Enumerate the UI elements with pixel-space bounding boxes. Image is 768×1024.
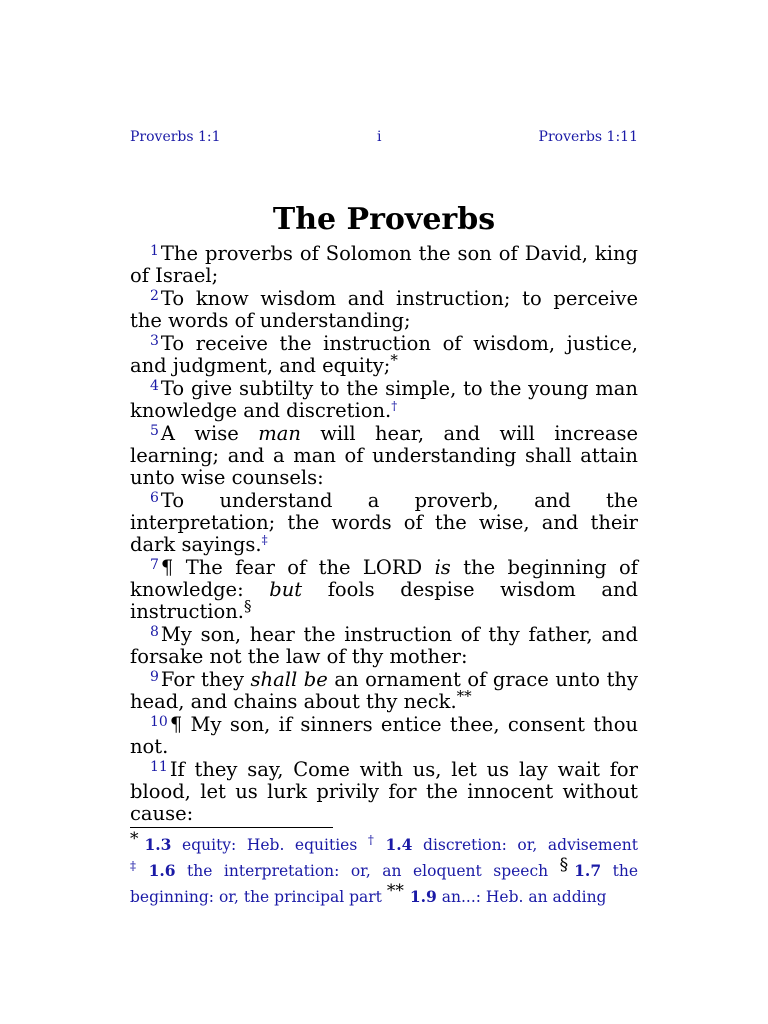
verse-2 — [130, 288, 638, 332]
verse-1 — [130, 243, 638, 287]
footnote-marker[interactable]: ‡ — [261, 533, 268, 547]
footnote-1-3[interactable] — [130, 829, 358, 854]
verse-text: The proverbs of Solomon the son of David, king of Israel; — [130, 242, 638, 287]
verse-text: To know wisdom and instruction; to perceive the words of understanding; — [130, 287, 638, 332]
footnote-1-6[interactable] — [130, 859, 549, 880]
verse-text: ¶ The fear of the LORD — [160, 556, 435, 579]
verse-11 — [130, 759, 638, 825]
footnote-text: the beginning: or, the principal part — [130, 862, 638, 906]
verse-text: To understand a proverb, and the interpretation; the words of the wise, and their dark sayings. — [130, 489, 638, 556]
verse-number[interactable]: 9 — [150, 669, 159, 685]
footnote-text: discretion: or, advisement — [423, 836, 638, 854]
footnote-mark: † — [367, 833, 380, 847]
footnote-marker[interactable]: ** — [456, 687, 472, 705]
footnote-marker[interactable]: * — [390, 351, 398, 369]
footnote-ref: 1.6 — [148, 861, 176, 880]
verse-3 — [130, 333, 638, 377]
verse-text: My son, hear the instruction of thy father, and forsake not the law of thy mother: — [130, 623, 638, 668]
running-header-right: Proverbs 1:11 — [538, 129, 638, 145]
footnote-mark: § — [559, 855, 569, 875]
footnote-mark: ‡ — [130, 859, 143, 873]
footnote-1-9[interactable] — [386, 881, 607, 906]
footnote-text: an...: Heb. an adding — [441, 888, 607, 906]
verse-5 — [130, 423, 638, 489]
verse-number[interactable]: 4 — [150, 378, 159, 394]
footnote-text: equity: Heb. equities — [182, 836, 358, 854]
footnote-ref: 1.4 — [385, 835, 413, 854]
verse-number[interactable]: 7 — [150, 557, 159, 573]
footnote-marker[interactable]: § — [244, 597, 252, 615]
verse-number[interactable]: 3 — [150, 333, 159, 349]
verse-italic: shall be — [250, 668, 328, 691]
verse-number[interactable]: 6 — [150, 490, 159, 506]
footnote-mark: * — [130, 829, 139, 849]
verse-text: ¶ My son, if sinners entice thee, consent thou not. — [130, 713, 638, 758]
verse-4 — [130, 378, 638, 422]
verse-8 — [130, 624, 638, 668]
footnote-marker[interactable]: † — [391, 399, 398, 413]
verse-text: will hear, and will increase learning; and a man of understanding shall attain unto wise counsels: — [130, 422, 638, 489]
verse-7 — [130, 557, 638, 623]
verse-text: fools despise wisdom and instruction. — [130, 578, 638, 623]
verse-italic: man — [258, 422, 301, 445]
verse-number[interactable]: 11 — [150, 759, 168, 775]
footnote-1-4[interactable] — [367, 833, 638, 854]
verse-number[interactable]: 1 — [150, 243, 159, 259]
verse-italic: but — [269, 578, 303, 601]
verse-text: A wise — [160, 422, 259, 445]
verse-italic: is — [434, 556, 451, 579]
footnote-divider — [130, 827, 333, 828]
verse-number[interactable]: 2 — [150, 288, 159, 304]
footnote-ref: 1.3 — [144, 835, 172, 854]
page-number: i — [377, 129, 382, 145]
verse-6 — [130, 490, 638, 556]
verse-10 — [130, 714, 638, 758]
verse-number[interactable]: 10 — [150, 714, 168, 730]
verse-number[interactable]: 8 — [150, 624, 159, 640]
verse-number[interactable]: 5 — [150, 423, 159, 439]
verse-text: To receive the instruction of wisdom, justice, and judgment, and equity; — [130, 332, 638, 377]
verse-text: the beginning of knowledge: — [130, 556, 638, 601]
footnote-mark: ** — [386, 881, 404, 901]
footnotes — [130, 829, 638, 910]
footnote-ref: 1.7 — [574, 861, 602, 880]
running-header-left: Proverbs 1:1 — [130, 129, 221, 145]
verse-text: To give subtilty to the simple, to the young man knowledge and discretion. — [130, 377, 638, 422]
verse-text: For they — [160, 668, 251, 691]
scripture-text — [130, 243, 638, 826]
book-title: The Proverbs — [272, 202, 496, 237]
verse-text: an ornament of grace unto thy head, and chains about thy neck. — [130, 668, 638, 713]
footnote-text: the interpretation: or, an eloquent speech — [187, 862, 549, 880]
verse-9 — [130, 669, 638, 713]
verse-text: If they say, Come with us, let us lay wait for blood, let us lurk privily for the innocent without cause: — [130, 758, 638, 825]
footnote-ref: 1.9 — [409, 887, 437, 906]
